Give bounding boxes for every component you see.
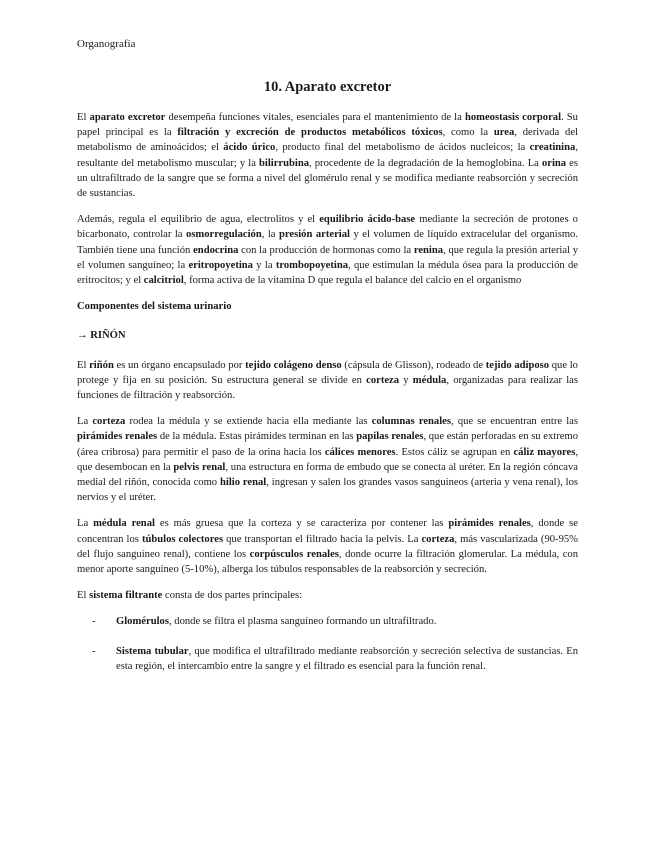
- bold-term: equilibrio ácido-base: [319, 214, 416, 226]
- bold-term: endocrina: [193, 244, 239, 256]
- paragraph-regulation: Además, regula el equilibrio de agua, electrolitos y el equilibrio ácido-base mediante la secreción de protones o bicarbonato, controlar la osmorregulación, la presión arterial y el volumen de líquido extracelular del organismo. También tiene una función endocrina con la producción de hormonas como la renina, que regula la presión arterial y el volumen sanguíneo; la eritropoyetina y la trombopoyetina, que estimulan la médula ósea para la producción de eritrocitos; y el calcitriol, forma activa de la vitamina D que regula el balance del calcio en el organismo: [77, 214, 579, 287]
- list-item: [77, 644, 578, 674]
- page-title: 10. Aparato excretor: [263, 79, 392, 95]
- list-item: [77, 614, 578, 629]
- bold-term: papilas renales: [356, 431, 424, 443]
- bold-term: cáliz mayores: [513, 446, 576, 458]
- bold-term: hilio renal: [220, 477, 267, 489]
- bold-term: pirámides renales: [448, 518, 531, 530]
- bold-term: columnas renales: [371, 416, 451, 428]
- bold-term: Glomérulos: [116, 616, 169, 628]
- bold-term: médula renal: [93, 518, 155, 530]
- bold-term: homeostasis corporal: [464, 112, 562, 123]
- paragraph-filter-system: El sistema filtrante consta de dos partes principales:: [77, 590, 303, 602]
- bold-term: corteza: [421, 533, 455, 545]
- bold-term: corpúsculos renales: [249, 548, 339, 560]
- paragraph-medulla: La médula renal es más gruesa que la corteza y se caracteriza por contener las pirámides renales, donde se concentran los túbulos colectores que transportan el filtrado hacia la pelvis. La corteza, más vascularizada (90-95% del flujo sanguíneo renal), contiene los corpúsculos renales, donde ocurre la filtración glomerular. La médula, con menor aporte sanguíneo (5-10%), alberga los túbulos responsables de la reabsorción y secreción.: [77, 518, 578, 576]
- bullet-dash: -: [92, 645, 96, 657]
- bold-term: pirámides renales: [77, 431, 158, 443]
- bold-term: tejido colágeno denso: [245, 359, 342, 371]
- bold-term: túbulos colectores: [141, 533, 224, 545]
- bold-term: trombopoyetina: [275, 259, 349, 271]
- bold-term: tejido adiposo: [485, 359, 550, 371]
- bold-term: calcitriol: [143, 275, 184, 287]
- paragraph-intro: El aparato excretor desempeña funciones vitales, esenciales para el mantenimiento de la homeostasis corporal. Su papel principal es la filtración y excreción de productos metabólicos tóxicos, como la urea, derivada del metabolismo de aminoácidos; el ácido úrico, producto final del metabolismo de ácidos nucleicos; la creatinina, resultante del metabolismo muscular; y la bilirrubina, procedente de la degradación de la hemoglobina. La orina es un ultrafiltrado de la sangre que se forma a nivel del glomérulo renal y se modifica mediante reabsorción y secreción de sustancias.: [77, 112, 578, 200]
- bold-term: urea: [493, 127, 515, 139]
- page-header: Organografía: [77, 38, 136, 50]
- bold-term: presión arterial: [279, 229, 350, 241]
- list-item-text: Glomérulos, donde se filtra el plasma sanguíneo formando un ultrafiltrado.: [116, 616, 437, 628]
- bold-term: creatinina: [529, 142, 576, 154]
- subsection-heading-kidney: → RIÑÓN: [77, 330, 126, 342]
- bold-term: bilirrubina: [258, 157, 310, 169]
- bold-term: médula: [412, 374, 447, 386]
- bold-term: cálices menores: [324, 446, 396, 458]
- bold-term: aparato excretor: [89, 112, 166, 123]
- paragraph-cortex: La corteza rodea la médula y se extiende hacia ella mediante las columnas renales, que se encuentran entre las pirámides renales de la médula. Estas pirámides terminan en las papilas renales, que están perforadas en su extremo (área cribrosa) para permitir el paso de la orina hacia los cálices menores. Estos cáliz se agrupan en cáliz mayores, que desembocan en la pelvis renal, una estructura en forma de embudo que se conecta al uréter. En la región cóncava medial del riñón, conocida como hilio renal, ingresan y salen los grandes vasos sanguíneos (arteria y vena renal), los nervios y el uréter.: [77, 416, 579, 504]
- bullet-dash: -: [92, 616, 96, 628]
- bold-term: orina: [541, 157, 567, 169]
- bold-term: Sistema tubular: [116, 645, 189, 657]
- list-item-text: Sistema tubular, que modifica el ultrafiltrado mediante reabsorción y secreción selectiva de sustancias. En esta región, el intercambio entre la sangre y el filtrado es esencial para la función renal.: [116, 645, 578, 672]
- bold-term: riñón: [89, 359, 114, 371]
- paragraph-kidney: El riñón es un órgano encapsulado por tejido colágeno denso (cápsula de Glisson), rodeado de tejido adiposo que lo protege y fija en su posición. Su estructura general se divide en corteza y médula, organizadas para realizar las funciones de filtración y reabsorción.: [77, 359, 579, 402]
- bold-term: pelvis renal: [173, 461, 226, 473]
- bold-term: ácido úrico: [223, 142, 276, 154]
- bold-term: sistema filtrante: [89, 590, 163, 602]
- bold-term: osmorregulación: [186, 229, 262, 241]
- bold-term: renina: [413, 244, 444, 256]
- bold-term: eritropoyetina: [188, 259, 253, 271]
- filter-parts-list: [77, 614, 578, 674]
- bold-term: corteza: [366, 374, 400, 386]
- bold-term: filtración y excreción de productos metabólicos tóxicos: [177, 127, 443, 139]
- document-body: [77, 110, 578, 688]
- bold-term: corteza: [92, 416, 126, 428]
- section-heading: Componentes del sistema urinario: [77, 301, 232, 313]
